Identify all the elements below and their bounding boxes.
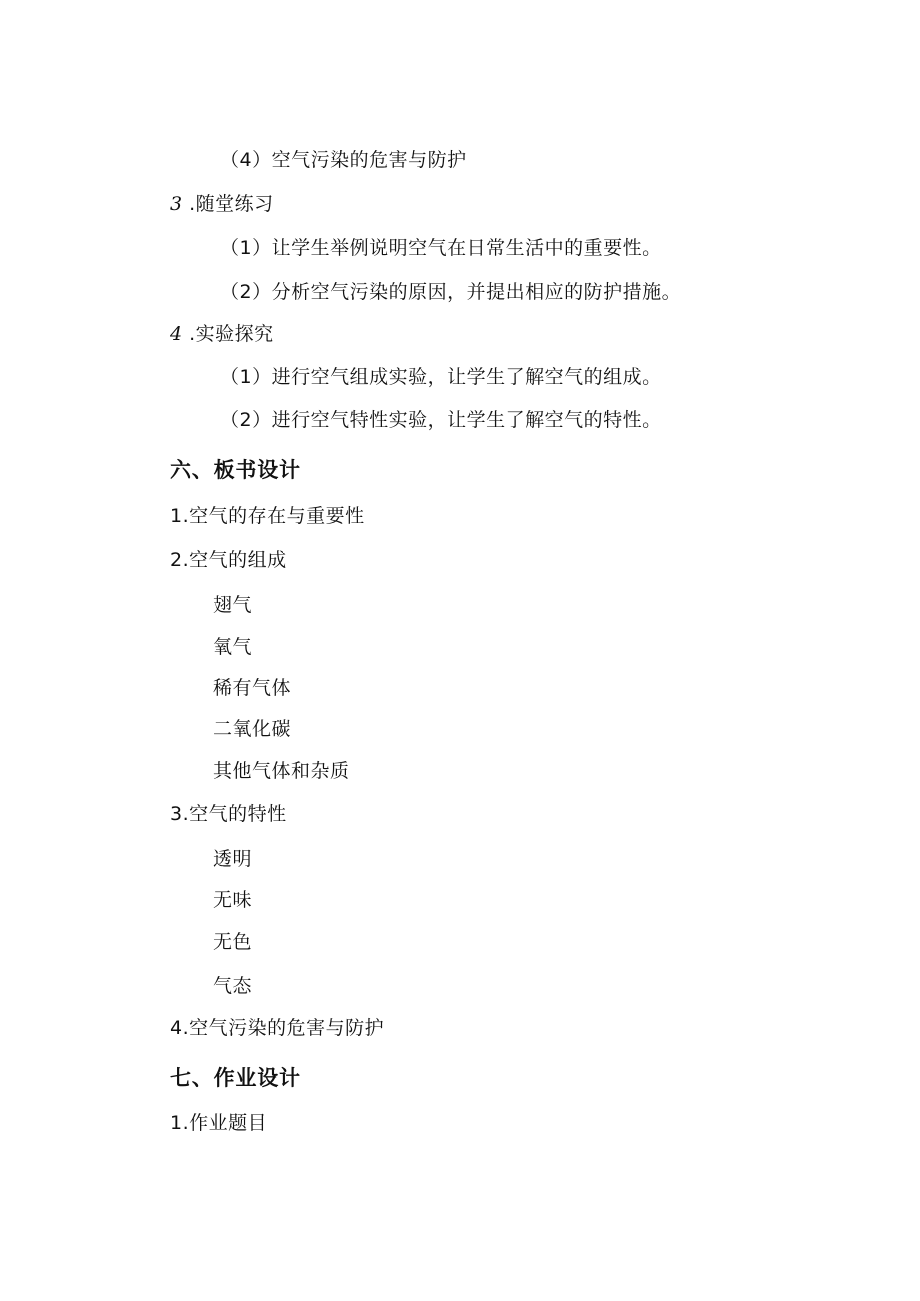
property-item-4: 气态 [213,975,253,997]
sub-item-pollution: （4）空气污染的危害与防护 [220,149,467,171]
composition-item-4: 二氧化碳 [213,718,292,740]
property-item-3: 无色 [213,931,253,953]
experiment-heading [170,322,274,346]
composition-item-3: 稀有气体 [213,677,292,699]
practice-item-2: （2）分析空气污染的原因，并提出相应的防护措施。 [220,281,682,303]
board-point-1: 1.空气的存在与重要性 [170,505,365,527]
board-point-2: 2.空气的组成 [170,549,287,571]
section-seven-heading: 七、作业设计 [170,1066,301,1090]
practice-heading [170,192,274,216]
practice-title: .随堂练习 [189,193,274,215]
board-point-4: 4.空气污染的危害与防护 [170,1017,385,1039]
composition-item-2: 氧气 [213,636,253,658]
composition-item-5: 其他气体和杂质 [213,760,350,782]
composition-item-1: 翅气 [213,594,253,616]
property-item-1: 透明 [213,848,253,870]
property-item-2: 无味 [213,889,253,911]
practice-item-1: （1）让学生举例说明空气在日常生活中的重要性。 [220,237,662,259]
practice-number: 3 [170,193,183,215]
experiment-item-2: （2）进行空气特性实验，让学生了解空气的特性。 [220,409,662,431]
experiment-item-1: （1）进行空气组成实验，让学生了解空气的组成。 [220,366,662,388]
homework-point-1: 1.作业题目 [170,1112,268,1134]
board-point-3: 3.空气的特性 [170,803,287,825]
section-six-heading: 六、板书设计 [170,458,301,482]
experiment-title: .实验探究 [189,323,274,345]
experiment-number: 4 [170,323,183,345]
